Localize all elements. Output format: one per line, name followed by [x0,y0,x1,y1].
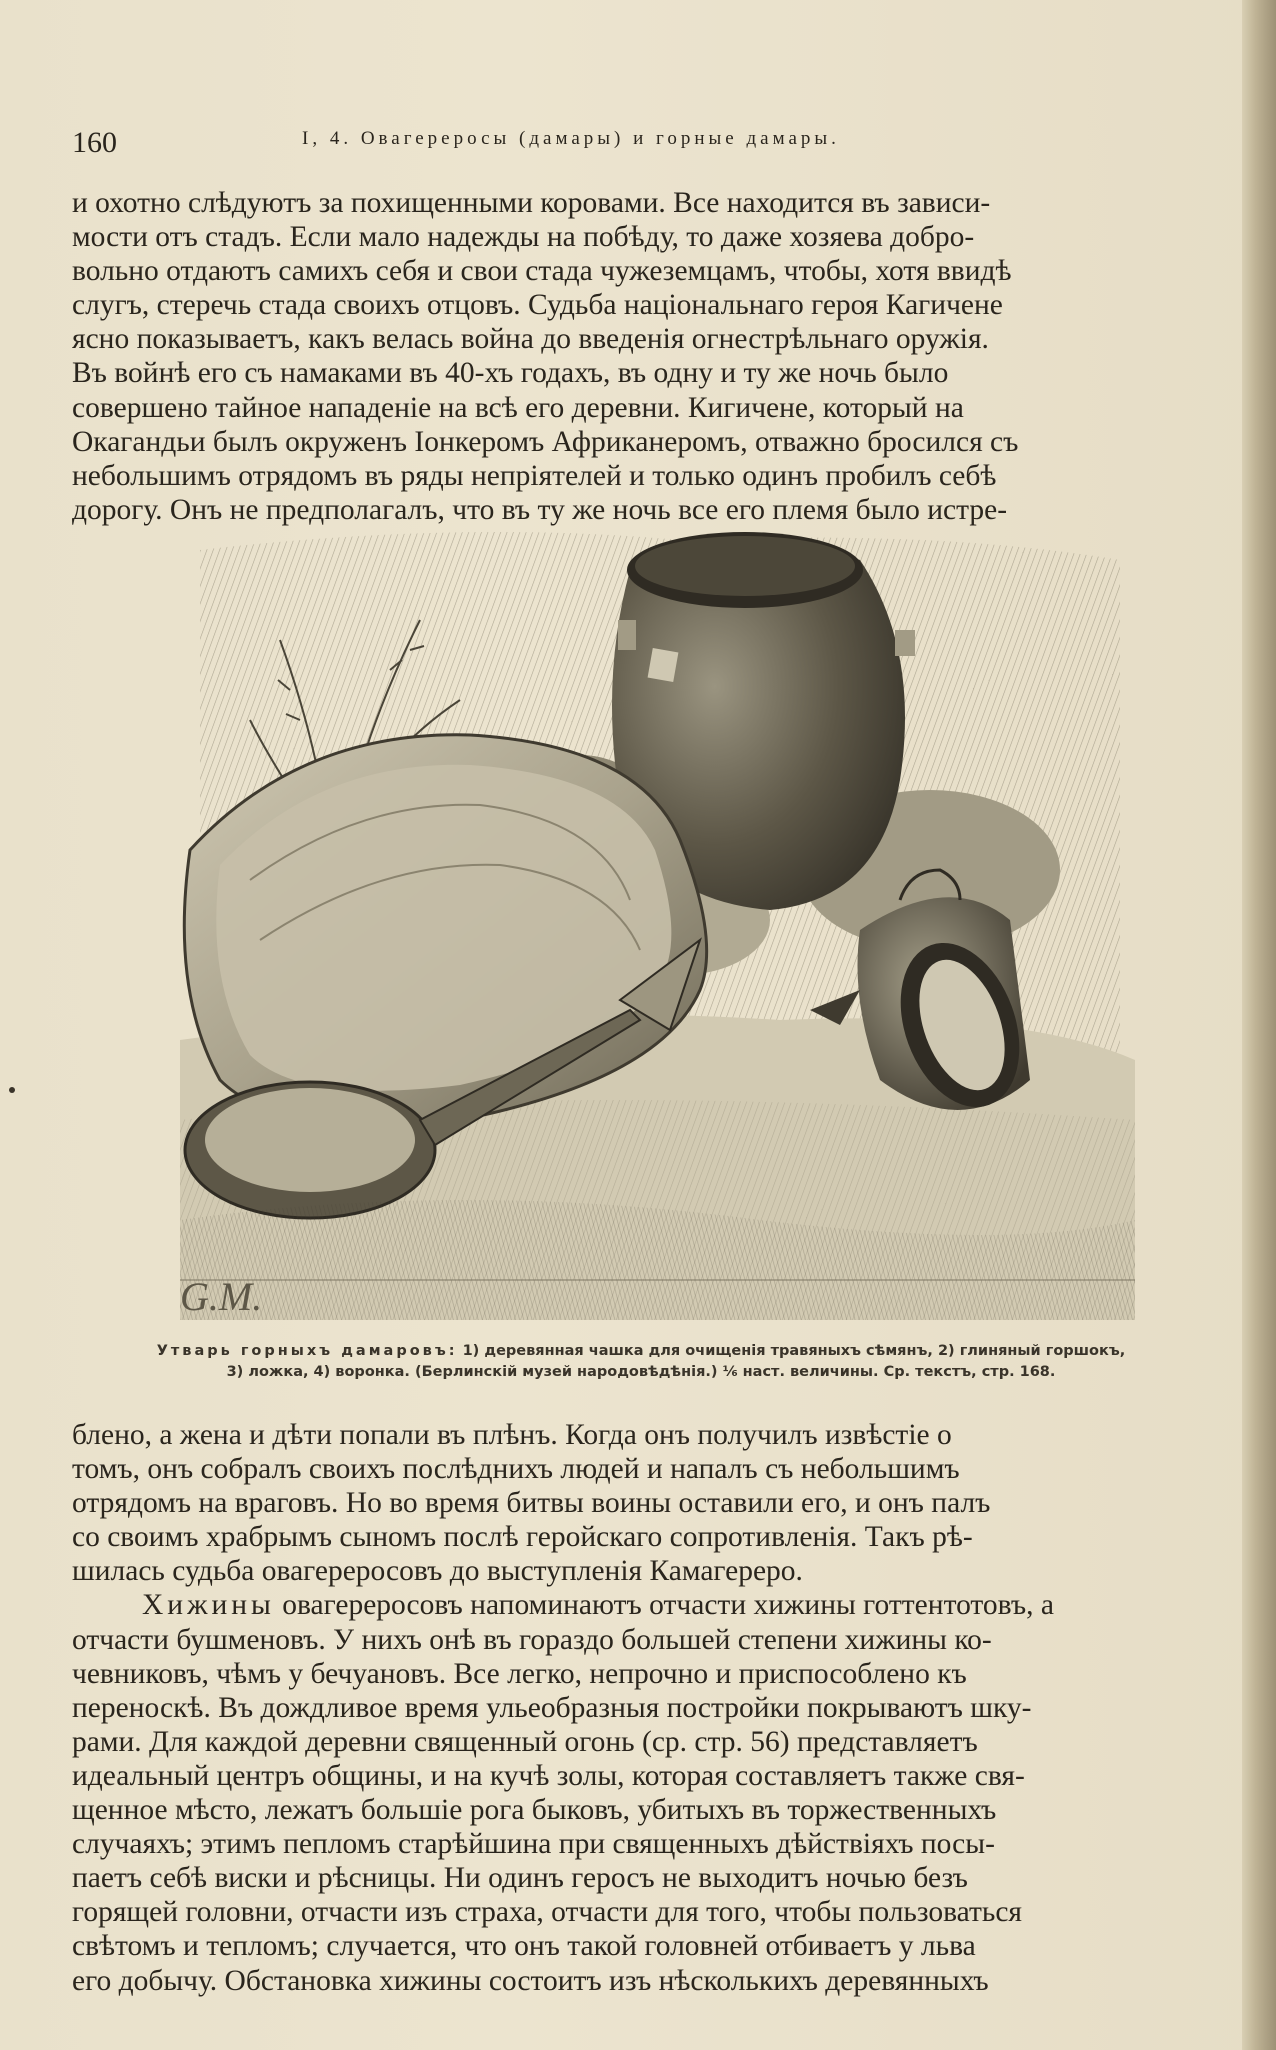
text-line: совершено тайное нападеніе на всѣ его деревни. Кигичене, который на [72,391,964,424]
artist-signature: G.M. [180,1274,263,1319]
text-line: вольно отдаютъ самихъ себя и свои стада чужеземцамъ, чтобы, хотя ввидѣ [72,255,1012,288]
page-edge-shadow [1242,0,1276,2050]
text-line: горящей головни, отчасти изъ страха, отчасти для того, чтобы пользоваться [72,1896,1022,1929]
text-line: рами. Для каждой деревни священный огонь (ср. стр. 56) представляетъ [72,1725,978,1758]
text-line: переноскѣ. Въ дождливое время ульеобразныя постройки покрываютъ шку- [72,1691,1032,1724]
running-title: I, 4. Овагереросы (дамары) и горные дамары. [302,128,840,149]
caption-lead: Утварь горныхъ дамаровъ: [156,1343,458,1359]
text-line: свѣтомъ и тепломъ; случается, что онъ такой головней отбиваетъ у льва [72,1930,976,1963]
margin-mark [9,1087,15,1093]
engraving-svg [160,520,1140,1340]
emphasized-word: Хижины [142,1589,275,1622]
text-line: отрядомъ на враговъ. Но во время битвы воины оставили его, и онъ палъ [72,1487,991,1520]
text-line: ясно показываетъ, какъ велась война до введенія огнестрѣльнаго оружія. [72,323,989,356]
figure-caption [66,1341,1216,1383]
text-line: паетъ себѣ виски и рѣсницы. Ни одинъ геросъ не выходитъ ночью безъ [72,1862,968,1895]
text-line: со своимъ храбрымъ сыномъ послѣ геройскаго сопротивленія. Такъ рѣ- [72,1521,973,1554]
text-line: Окагандьи былъ окруженъ Іонкеромъ Африканеромъ, отважно бросился съ [72,425,1019,458]
text-line [72,1588,1222,1622]
text-line: случаяхъ; этимъ пепломъ старѣйшина при священныхъ дѣйствіяхъ посы- [72,1828,995,1861]
text-line: томъ, онъ собралъ своихъ послѣднихъ людей и напалъ съ небольшимъ [72,1453,960,1486]
engraving-illustration [160,520,1140,1340]
body-text-bottom [72,1418,1222,1998]
page-number: 160 [72,126,117,159]
caption-line-1 [66,1341,1216,1362]
text-line: его добычу. Обстановка хижины состоитъ изъ нѣсколькихъ деревянныхъ [72,1964,989,1997]
text-line: дорогу. Онъ не предполагалъ, что въ ту же ночь все его племя было истре- [72,493,1008,526]
body-text-top [72,186,1222,527]
caption-line-2: 3) ложка, 4) воронка. (Берлинскій музей народовѣдѣнія.) ⅙ наст. величины. Ср. текстъ, стр. 168. [226,1364,1056,1380]
text-line: чевниковъ, чѣмъ у бечуановъ. Все легко, непрочно и приспособлено къ [72,1657,967,1690]
text-line-rest: овагереросовъ напоминаютъ отчасти хижины готтентотовъ, а [274,1589,1054,1622]
text-line: Въ войнѣ его съ намаками въ 40-хъ годахъ, въ одну и ту же ночь было [72,357,949,390]
caption-line-1-rest: 1) деревянная чашка для очищенія травяныхъ сѣмянъ, 2) глиняный горшокъ, [457,1343,1126,1359]
text-line: небольшимъ отрядомъ въ ряды непріятелей и только одинъ пробилъ себѣ [72,459,997,492]
text-line: щенное мѣсто, лежатъ большіе рога быковъ, убитыхъ въ торжественныхъ [72,1794,997,1827]
page-header [72,126,1222,166]
text-line: блено, а жена и дѣти попали въ плѣнъ. Когда онъ получилъ извѣстіе о [72,1419,952,1451]
text-line: идеальный центръ общины, и на кучѣ золы, которая составляетъ также свя- [72,1759,1025,1792]
text-line: шилась судьба овагереросовъ до выступленія Камагереро. [72,1555,803,1588]
text-line: слугъ, стеречь стада своихъ отцовъ. Судьба національнаго героя Кагичене [72,289,1003,322]
text-line: мости отъ стадъ. Если мало надежды на побѣду, то даже хозяева добро- [72,221,975,254]
text-line: отчасти бушменовъ. У нихъ онѣ въ гораздо большей степени хижины ко- [72,1623,992,1656]
text-line: и охотно слѣдуютъ за похищенными коровами. Все находится въ зависи- [72,187,991,219]
